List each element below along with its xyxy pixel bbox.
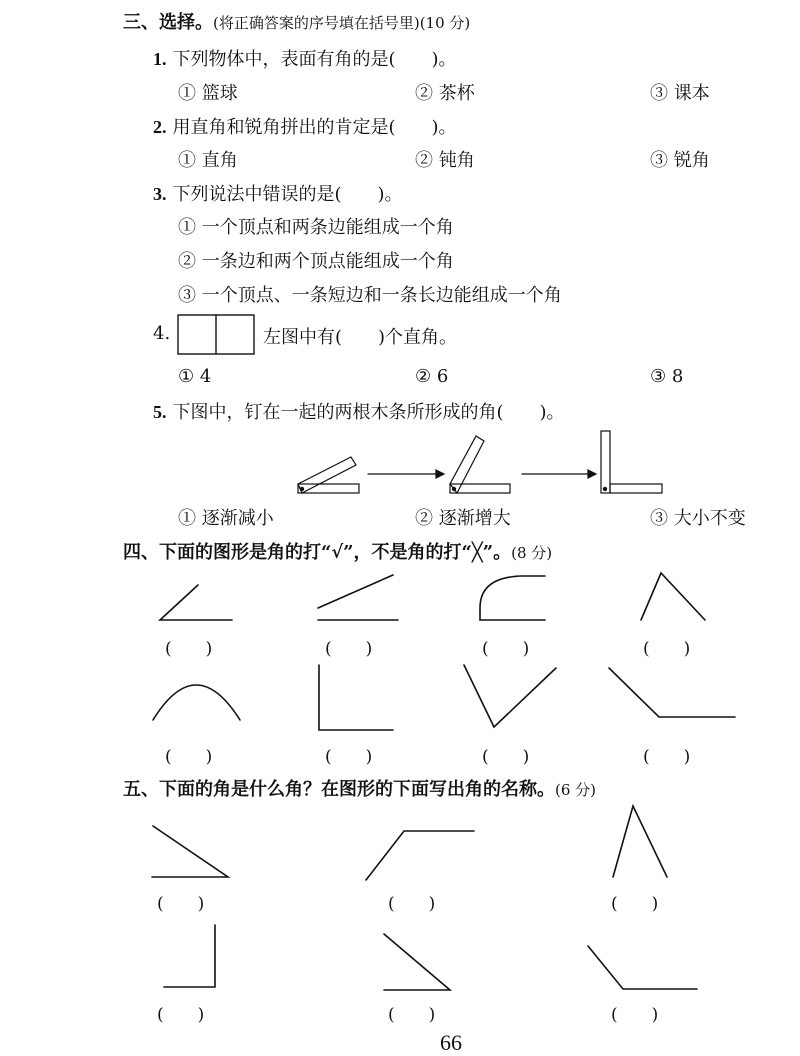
question-2-option-2: ② 钝角 [415,150,475,171]
question-5-text: 下图中，钉在一起的两根木条所形成的角( )。 [172,402,565,423]
q4-rectangle-figure [178,315,254,354]
section-3-note: (将正确答案的序号填在括号里)(10 分) [213,14,471,32]
section-5-angle-4 [164,925,215,987]
section-5-angle-1 [152,826,228,877]
question-4-option-3: ③ 8 [650,366,684,387]
question-4-option-2: ② 6 [415,366,449,387]
section-4-shape-1 [160,585,232,620]
arrow-icon [368,470,444,478]
answer-blank[interactable]: ( ) [157,894,205,914]
question-3-option-2: ② 一条边和两个顶点能组成一个角 [178,251,454,272]
section-4-shape-4 [641,573,705,620]
q5-strips-stage-1 [298,457,359,493]
section-5-angle-6 [588,946,697,989]
question-1-option-2: ② 茶杯 [415,83,475,104]
section-5-note: (6 分) [555,781,597,799]
question-3-option-1: ① 一个顶点和两条边能组成一个角 [178,217,454,238]
page-number: 66 [440,1030,462,1055]
answer-blank[interactable]: ( ) [643,639,691,659]
question-5-number: 5. [153,402,167,422]
section-4-shape-8 [609,668,735,717]
section-5-angle-2 [366,831,474,880]
question-4-number: 4. [153,323,171,344]
answer-blank[interactable]: ( ) [611,1005,659,1025]
section-4-shape-6 [319,665,393,730]
section-5-angle-5 [384,934,450,990]
question-1-option-3: ③ 课本 [650,83,710,104]
section-4-shape-5 [153,685,240,720]
answer-blank[interactable]: ( ) [643,747,691,767]
question-4-option-1: ① 4 [178,366,212,387]
answer-blank[interactable]: ( ) [388,894,436,914]
section-4-shape-2 [318,575,398,620]
question-2-option-1: ① 直角 [178,150,238,171]
question-1-text: 下列物体中，表面有角的是( )。 [172,49,457,70]
question-5-option-1: ① 逐渐减小 [178,508,274,529]
section-4-shape-3 [480,576,545,620]
q5-strips-stage-3 [601,431,662,493]
q5-strips-stage-2 [450,436,510,493]
arrow-icon [522,470,596,478]
question-5-option-3: ③ 大小不变 [650,508,746,529]
answer-blank[interactable]: ( ) [165,747,213,767]
section-4-shape-7 [464,665,556,727]
answer-blank[interactable]: ( ) [482,747,530,767]
question-5-option-2: ② 逐渐增大 [415,508,511,529]
question-1-number: 1. [153,49,167,69]
question-3-option-3: ③ 一个顶点、一条短边和一条长边能组成一个角 [178,285,562,306]
question-2-text: 用直角和锐角拼出的肯定是( )。 [172,117,457,138]
answer-blank[interactable]: ( ) [157,1005,205,1025]
question-3-text: 下列说法中错误的是( )。 [172,184,403,205]
answer-blank[interactable]: ( ) [388,1005,436,1025]
answer-blank[interactable]: ( ) [482,639,530,659]
question-3-number: 3. [153,184,167,204]
question-2-number: 2. [153,117,167,137]
section-5-title: 五、下面的角是什么角？在图形的下面写出角的名称。 [123,779,555,800]
section-3-title: 三、选择。 [123,12,213,33]
question-1-option-1: ① 篮球 [178,83,238,104]
question-4-text: 左图中有( )个直角。 [263,327,458,348]
question-2-option-3: ③ 锐角 [650,150,710,171]
answer-blank[interactable]: ( ) [165,639,213,659]
section-4-title: 四、下面的图形是角的打“√”，不是角的打“╳”。 [123,542,512,563]
section-4-note: (8 分) [511,544,553,562]
answer-blank[interactable]: ( ) [325,747,373,767]
answer-blank[interactable]: ( ) [325,639,373,659]
answer-blank[interactable]: ( ) [611,894,659,914]
section-5-angle-3 [613,806,667,877]
